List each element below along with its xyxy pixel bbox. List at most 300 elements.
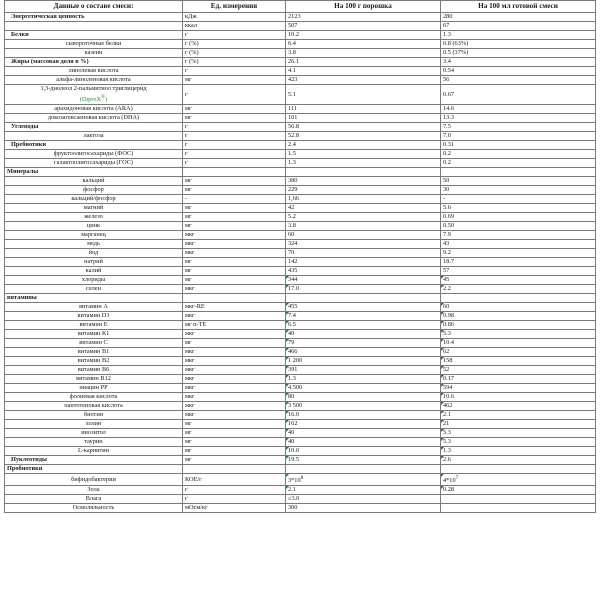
unit-cell: [183, 375, 286, 384]
unit-cell: [183, 168, 286, 177]
formula-value: [441, 159, 596, 168]
formula-value: [441, 13, 596, 22]
cell-text: 2.6: [443, 456, 451, 464]
cell-text: L-карнитин: [77, 447, 110, 455]
powder-value: [286, 213, 441, 222]
table-row: [5, 474, 596, 486]
unit-cell: [183, 213, 286, 222]
formula-value: [441, 312, 596, 321]
row-label: [5, 504, 183, 513]
unit-cell: [183, 339, 286, 348]
cell-text: витамины: [7, 294, 37, 302]
formula-value: [441, 339, 596, 348]
unit-cell: [183, 276, 286, 285]
unit-cell: [183, 267, 286, 276]
row-label: [5, 348, 183, 357]
cell-text: 0.50: [443, 222, 455, 230]
powder-value: [286, 366, 441, 375]
formula-value: [441, 474, 596, 486]
powder-value: [286, 429, 441, 438]
formula-value: [441, 375, 596, 384]
cell-text: 0.98: [443, 312, 455, 320]
powder-value: [286, 393, 441, 402]
cell-text: Энергетическая ценность: [11, 13, 85, 20]
cell-text: 5.3: [443, 429, 451, 437]
row-label: [5, 177, 183, 186]
formula-value: [441, 366, 596, 375]
cell-text: 17.0: [288, 285, 300, 293]
cell-text: натрий: [84, 258, 103, 266]
table-row: [5, 393, 596, 402]
powder-value: [286, 132, 441, 141]
powder-value: [286, 330, 441, 339]
cell-text: 300: [288, 504, 298, 512]
header-unit: Ед. измерения: [183, 1, 286, 13]
unit-cell: [183, 85, 286, 105]
unit-cell: [183, 13, 286, 22]
formula-value: [441, 240, 596, 249]
cell-text: 2.1: [443, 411, 451, 419]
powder-value: [286, 150, 441, 159]
powder-value: [286, 40, 441, 49]
formula-value: [441, 384, 596, 393]
powder-value: [286, 474, 441, 486]
table-row: [5, 177, 596, 186]
cell-text: 30: [443, 186, 450, 194]
table-row: [5, 357, 596, 366]
cell-text: арахидоновая кислота (ARA): [54, 105, 133, 113]
row-label: [5, 249, 183, 258]
unit-cell: [183, 348, 286, 357]
table-row: [5, 249, 596, 258]
row-label: [5, 114, 183, 123]
cell-text: мг: [185, 420, 192, 428]
cell-text: 26.1: [288, 58, 300, 65]
table-row: [5, 429, 596, 438]
cell-text: 67: [443, 22, 450, 29]
table-row: [5, 285, 596, 294]
row-label: [5, 411, 183, 420]
cell-text: Углеводы: [11, 123, 39, 131]
cell-text: г: [185, 132, 188, 140]
cell-text: 0.54: [443, 67, 455, 74]
cell-text: 40: [288, 438, 295, 446]
unit-cell: [183, 150, 286, 159]
cell-text: бифидобактерии: [71, 475, 116, 483]
cell-text: 344: [288, 276, 298, 284]
formula-value: [441, 348, 596, 357]
cell-text: 0.17: [443, 375, 455, 383]
cell-text: 0.67: [443, 90, 455, 98]
cell-text: инозитол: [81, 429, 106, 437]
cell-text: 0.69: [443, 213, 455, 221]
powder-value: [286, 486, 441, 495]
unit-cell: [183, 393, 286, 402]
cell-text: г: [185, 67, 188, 74]
cell-text: мг: [185, 456, 192, 464]
row-label: [5, 357, 183, 366]
table-row: [5, 49, 596, 58]
table-row: [5, 456, 596, 465]
unit-cell: [183, 58, 286, 67]
composition-table: [4, 0, 596, 513]
cell-text: 5.3: [443, 438, 451, 446]
unit-cell: [183, 465, 286, 474]
cell-text: сывороточные белки: [65, 40, 122, 47]
unit-cell: [183, 195, 286, 204]
powder-value: [286, 114, 441, 123]
powder-value: [286, 285, 441, 294]
powder-value: [286, 105, 441, 114]
powder-value: [286, 76, 441, 85]
cell-text: 6.5: [288, 321, 296, 329]
table-body: [5, 13, 596, 513]
formula-value: [441, 447, 596, 456]
table-row: [5, 105, 596, 114]
cell-text: 7.0: [443, 132, 451, 140]
row-label: [5, 213, 183, 222]
cell-text: мг: [185, 177, 192, 185]
unit-cell: [183, 159, 286, 168]
cell-text: г: [185, 31, 188, 38]
cell-text: 1 200: [288, 357, 303, 365]
table-row: [5, 276, 596, 285]
powder-value: [286, 504, 441, 513]
cell-text: 1,66: [288, 195, 300, 203]
cell-text: 56: [443, 76, 450, 83]
cell-text: мкг: [185, 402, 195, 410]
cell-text: 40: [288, 330, 295, 338]
row-label: [5, 123, 183, 132]
cell-text: альфа-линоленовая кислота: [56, 76, 131, 83]
cell-text: 462: [443, 402, 453, 410]
cell-text: линолевая кислота: [68, 67, 119, 74]
cell-text: 111: [288, 105, 297, 113]
table-row: [5, 31, 596, 40]
cell-text: 4*10: [443, 477, 456, 485]
powder-value: [286, 420, 441, 429]
row-label: [5, 456, 183, 465]
cell-text: 2.4: [288, 141, 296, 149]
unit-cell: [183, 141, 286, 150]
table-row: [5, 267, 596, 276]
cell-text: таурин: [84, 438, 103, 446]
diprox-label: (DiproX®): [79, 94, 108, 104]
powder-value: [286, 85, 441, 105]
formula-value: [441, 123, 596, 132]
formula-value: [441, 213, 596, 222]
formula-value: [441, 168, 596, 177]
powder-value: [286, 31, 441, 40]
row-label: [5, 168, 183, 177]
table-row: [5, 141, 596, 150]
row-label: [5, 339, 183, 348]
unit-cell: [183, 411, 286, 420]
formula-value: [441, 249, 596, 258]
powder-value: [286, 240, 441, 249]
cell-text: 324: [288, 240, 298, 248]
cell-text: 52.8: [288, 132, 300, 140]
powder-value: [286, 402, 441, 411]
unit-cell: [183, 504, 286, 513]
powder-value: [286, 204, 441, 213]
table-row: [5, 339, 596, 348]
table-row: [5, 375, 596, 384]
header-per-100ml-formula: На 100 мл готовой смеси: [441, 1, 596, 13]
cell-text: магний: [83, 204, 104, 212]
cell-text: 3 500: [288, 402, 303, 410]
formula-value: [441, 438, 596, 447]
formula-value: [441, 132, 596, 141]
formula-value: [441, 321, 596, 330]
cell-text: 3.4: [443, 58, 451, 65]
cell-text: ккал: [185, 22, 198, 29]
table-row: [5, 222, 596, 231]
formula-value: [441, 456, 596, 465]
row-label: [5, 85, 183, 105]
cell-text: мкг-RE: [185, 303, 205, 311]
cell-text: мкг: [185, 312, 195, 320]
row-label: [5, 294, 183, 303]
cell-text: -: [443, 195, 446, 203]
cell-text: 57: [443, 267, 450, 275]
powder-value: [286, 384, 441, 393]
cell-text: мг: [185, 105, 192, 113]
cell-text: хлориды: [81, 276, 106, 284]
unit-cell: [183, 384, 286, 393]
cell-text: витамин С: [79, 339, 108, 347]
unit-cell: [183, 438, 286, 447]
table-row: [5, 240, 596, 249]
row-label: [5, 49, 183, 58]
cell-text: фолиевая кислота: [69, 393, 118, 401]
table-row: [5, 303, 596, 312]
cell-text: 455: [288, 303, 298, 311]
table-row: [5, 13, 596, 22]
unit-cell: [183, 76, 286, 85]
formula-value: [441, 31, 596, 40]
cell-text: мкг: [185, 231, 195, 239]
cell-text: 142: [288, 258, 298, 266]
cell-text: 229: [288, 186, 298, 194]
cell-text: г: [185, 159, 188, 167]
cell-text: г: [185, 123, 188, 131]
cell-text: 3*10: [288, 477, 301, 485]
cell-text: мг: [185, 213, 192, 221]
powder-value: [286, 339, 441, 348]
cell-text: г: [185, 141, 188, 149]
powder-value: [286, 49, 441, 58]
cell-text: мг: [185, 186, 192, 194]
unit-cell: [183, 222, 286, 231]
formula-value: [441, 195, 596, 204]
cell-text: г: [185, 150, 188, 158]
powder-value: [286, 186, 441, 195]
powder-value: [286, 495, 441, 504]
unit-cell: [183, 456, 286, 465]
table-row: [5, 330, 596, 339]
cell-text: мг: [185, 438, 192, 446]
powder-value: [286, 123, 441, 132]
cell-text: 40: [288, 429, 295, 437]
cell-text: мг: [185, 204, 192, 212]
cell-text: 79: [288, 339, 295, 347]
cell-text: 435: [288, 267, 298, 275]
table-row: [5, 402, 596, 411]
row-label: [5, 132, 183, 141]
cell-text: Осмоляльность: [72, 504, 115, 512]
table-row: [5, 231, 596, 240]
cell-text: 1.3: [443, 447, 451, 455]
formula-value: [441, 330, 596, 339]
cell-text: 0.8 (63%): [443, 40, 469, 47]
cell-text: 2123: [288, 13, 301, 20]
unit-cell: [183, 312, 286, 321]
formula-value: [441, 40, 596, 49]
cell-text: холин: [85, 420, 102, 428]
table-row: [5, 85, 596, 105]
cell-text: кДж: [185, 13, 197, 20]
cell-text: фруктоолигосахариды (ФОС): [53, 150, 134, 158]
cell-text: Минералы: [7, 168, 39, 176]
cell-text: 50: [443, 177, 450, 185]
unit-cell: [183, 258, 286, 267]
cell-text: мкг: [185, 375, 195, 383]
unit-cell: [183, 22, 286, 31]
cell-text: витамин А: [79, 303, 108, 311]
formula-value: [441, 258, 596, 267]
exponent: 7: [455, 475, 459, 482]
cell-text: 60: [288, 231, 295, 239]
cell-text: 10.0: [288, 447, 300, 455]
row-label: [5, 222, 183, 231]
powder-value: [286, 67, 441, 76]
cell-text: Жиры (массовая доля в %): [11, 58, 89, 65]
cell-text: г: [185, 495, 188, 503]
powder-value: [286, 348, 441, 357]
cell-text: 1.5: [288, 150, 296, 158]
formula-value: [441, 58, 596, 67]
row-label: [5, 67, 183, 76]
unit-cell: [183, 474, 286, 486]
cell-text: марганец: [81, 231, 106, 239]
row-label: [5, 375, 183, 384]
powder-value: [286, 438, 441, 447]
row-label: [5, 393, 183, 402]
cell-text: 19.5: [288, 456, 300, 464]
row-label: [5, 312, 183, 321]
cell-text: мкг: [185, 393, 195, 401]
cell-text: мг: [185, 339, 192, 347]
cell-text: 380: [288, 177, 298, 185]
table-row: [5, 168, 596, 177]
cell-text: 1.3: [443, 31, 451, 38]
row-label: [5, 303, 183, 312]
cell-text: мкг: [185, 249, 195, 257]
cell-text: 9.2: [443, 249, 451, 257]
cell-text: витамин Е: [79, 321, 108, 329]
row-label: [5, 402, 183, 411]
cell-text: витамин В12: [76, 375, 111, 383]
powder-value: [286, 303, 441, 312]
cell-text: мкг: [185, 348, 195, 356]
table-row: [5, 195, 596, 204]
cell-text: 594: [443, 384, 453, 392]
formula-value: [441, 22, 596, 31]
formula-value: [441, 294, 596, 303]
table-row: [5, 40, 596, 49]
unit-cell: [183, 67, 286, 76]
row-label: [5, 495, 183, 504]
row-label: [5, 13, 183, 22]
row-label: [5, 186, 183, 195]
cell-text: 14.6: [443, 105, 455, 113]
table-row: [5, 67, 596, 76]
formula-value: [441, 420, 596, 429]
table-row: [5, 495, 596, 504]
powder-value: [286, 168, 441, 177]
cell-text: 4 500: [288, 384, 303, 392]
cell-text: 60: [443, 303, 450, 311]
row-label: [5, 267, 183, 276]
row-label: [5, 76, 183, 85]
cell-text: йод: [88, 249, 99, 257]
table-row: [5, 366, 596, 375]
formula-value: [441, 267, 596, 276]
row-label: [5, 429, 183, 438]
cell-text: кальций/фосфор: [71, 195, 116, 203]
unit-cell: [183, 123, 286, 132]
row-label: [5, 141, 183, 150]
cell-text: КОЕ/г: [185, 475, 202, 483]
unit-cell: [183, 366, 286, 375]
formula-value: [441, 504, 596, 513]
exponent: 8: [300, 475, 304, 482]
row-label: [5, 465, 183, 474]
unit-cell: [183, 49, 286, 58]
powder-value: [286, 465, 441, 474]
cell-text: 3.8: [288, 222, 296, 230]
formula-value: [441, 222, 596, 231]
powder-value: [286, 294, 441, 303]
cell-text: витамин К1: [77, 330, 110, 338]
row-label: [5, 447, 183, 456]
formula-value: [441, 186, 596, 195]
cell-text: 0.28: [443, 486, 455, 494]
unit-cell: [183, 486, 286, 495]
formula-value: [441, 231, 596, 240]
powder-value: [286, 321, 441, 330]
cell-text: г: [185, 486, 188, 494]
unit-cell: [183, 303, 286, 312]
cell-text: витамин В2: [77, 357, 110, 365]
formula-value: [441, 67, 596, 76]
cell-text: 391: [288, 366, 298, 374]
cell-text: г (%): [185, 40, 199, 47]
cell-text: 56.8: [288, 123, 300, 131]
cell-text: 0.5 (37%): [443, 49, 469, 56]
table-row: [5, 411, 596, 420]
formula-value: [441, 465, 596, 474]
cell-text: мкг: [185, 285, 195, 293]
powder-value: [286, 58, 441, 67]
unit-cell: [183, 132, 286, 141]
cell-text: калий: [85, 267, 102, 275]
cell-text: 45: [443, 276, 450, 284]
unit-cell: [183, 231, 286, 240]
header-composition: Данные о составе смеси:: [5, 1, 183, 13]
cell-text: мОсм/кг: [185, 504, 208, 512]
